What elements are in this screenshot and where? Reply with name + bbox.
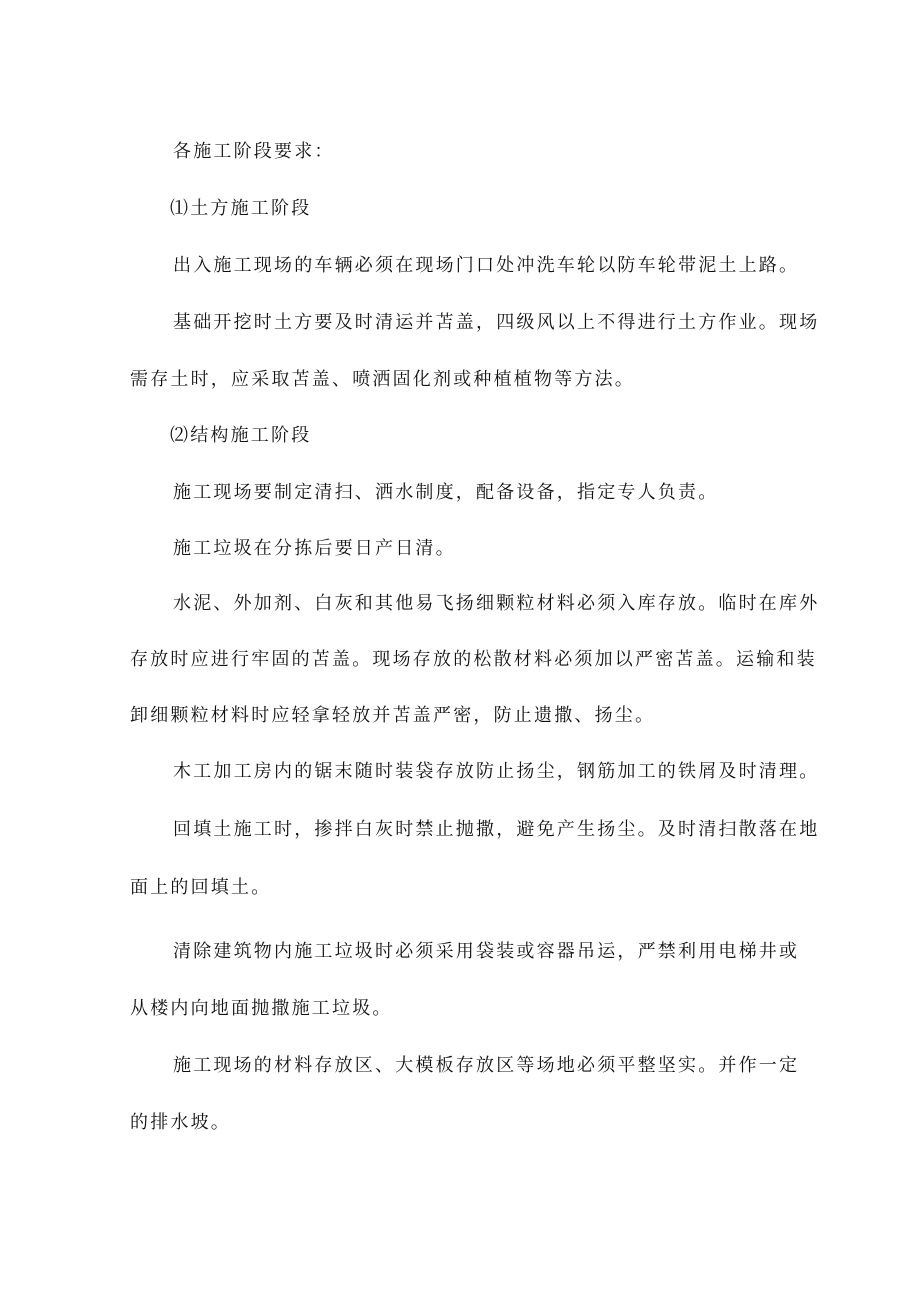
paragraph-backfill-line-1: 回填土施工时，掺拌白灰时禁止抛撒，避免产生扬尘。及时清扫散落在地 bbox=[173, 819, 820, 840]
paragraph-storage-area-line-1: 施工现场的材料存放区、大模板存放区等场地必须平整坚实。并作一定 bbox=[173, 1055, 800, 1076]
paragraph-backfill-line-2: 面上的回填土。 bbox=[130, 877, 272, 898]
heading-structure-stage: ⑵结构施工阶段 bbox=[170, 425, 312, 446]
paragraph-cleaning-system: 施工现场要制定清扫、洒水制度，配备设备，指定专人负责。 bbox=[173, 482, 719, 503]
paragraph-fine-materials-line-2: 存放时应进行牢固的苫盖。现场存放的松散材料必须加以严密苫盖。运输和装 bbox=[130, 649, 817, 670]
paragraph-storage-area-line-2: 的排水坡。 bbox=[130, 1112, 231, 1133]
heading-earthwork-stage: ⑴土方施工阶段 bbox=[170, 198, 312, 219]
paragraph-excavation-line-1: 基础开挖时土方要及时清运并苫盖，四级风以上不得进行土方作业。现场 bbox=[173, 312, 820, 333]
section-intro: 各施工阶段要求： bbox=[173, 141, 335, 162]
paragraph-fine-materials-line-1: 水泥、外加剂、白灰和其他易飞扬细颗粒材料必须入库存放。临时在库外 bbox=[173, 593, 820, 614]
paragraph-fine-materials-line-3: 卸细颗粒材料时应轻拿轻放并苫盖严密，防止遗撒、扬尘。 bbox=[130, 705, 656, 726]
paragraph-building-waste-line-1: 清除建筑物内施工垃圾时必须采用袋装或容器吊运，严禁利用电梯井或 bbox=[173, 941, 800, 962]
paragraph-sawdust: 木工加工房内的锯末随时装袋存放防止扬尘，钢筋加工的铁屑及时清理。 bbox=[173, 761, 820, 782]
paragraph-waste-sorting: 施工垃圾在分拣后要日产日清。 bbox=[173, 538, 456, 559]
paragraph-excavation-line-2: 需存土时，应采取苫盖、喷洒固化剂或种植植物等方法。 bbox=[130, 369, 635, 390]
paragraph-vehicle-washing: 出入施工现场的车辆必须在现场门口处冲洗车轮以防车轮带泥土上路。 bbox=[173, 255, 800, 276]
paragraph-building-waste-line-2: 从楼内向地面抛撒施工垃圾。 bbox=[130, 998, 393, 1019]
